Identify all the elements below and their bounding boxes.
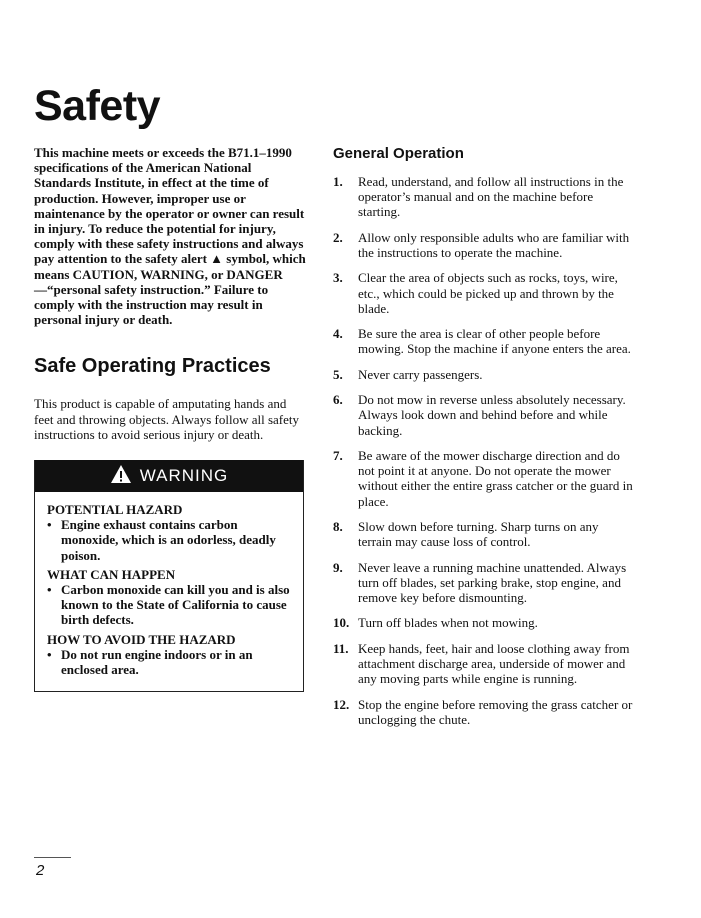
list-item: 5. Never carry passengers.	[333, 366, 483, 382]
list-item: 7. Be aware of the mower discharge direction and do not point it at anyone. Do not operate the mower without either the entire grass catcher or the guard in place.	[333, 447, 633, 509]
how-to-avoid-heading: HOW TO AVOID THE HAZARD	[47, 631, 236, 647]
warning-box	[34, 460, 304, 692]
general-operation-list	[333, 174, 633, 727]
bullet-icon: •	[47, 582, 52, 598]
bullet-icon: •	[47, 517, 52, 533]
warning-label: WARNING	[139, 466, 229, 486]
list-item: 4. Be sure the area is clear of other people before mowing. Stop the machine if anyone enters the area.	[333, 326, 631, 357]
potential-hazard-item: • Engine exhaust contains carbon monoxide, which is an odorless, deadly poison.	[47, 517, 276, 563]
warning-body	[35, 492, 303, 691]
safe-operating-text: This product is capable of amputating hands and feet and throwing objects. Always follow all safety instructions to avoid serious injury or death.	[34, 396, 299, 442]
list-item: 10. Turn off blades when not mowing.	[333, 615, 538, 631]
list-item: 1. Read, understand, and follow all instructions in the operator’s manual and on the machine before starting.	[333, 174, 624, 220]
warning-header	[35, 460, 303, 492]
list-item: 3. Clear the area of objects such as rocks, toys, wire, etc., which could be picked up and thrown by the blade.	[333, 270, 618, 316]
bullet-icon: •	[47, 646, 52, 662]
what-can-happen-heading: WHAT CAN HAPPEN	[47, 566, 176, 582]
general-operation-heading: General Operation	[333, 145, 464, 162]
left-column	[34, 145, 306, 692]
page-title: Safety	[34, 82, 161, 130]
list-item: 9. Never leave a running machine unattended. Always turn off blades, set parking brake, stop engine, and remove key before dismounting.	[333, 559, 627, 605]
list-item: 6. Do not mow in reverse unless absolutely necessary. Always look down and behind before and while backing.	[333, 392, 626, 438]
page-number: 2	[36, 862, 45, 879]
safety-alert-triangle-icon	[110, 464, 132, 489]
right-column	[333, 145, 633, 737]
how-to-avoid-item: • Do not run engine indoors or in an enclosed area.	[47, 646, 253, 678]
intro-paragraph: This machine meets or exceeds the B71.1–1990 specifications of the American National Standards Institute, in effect at the time of production. However, improper use or maintenance by the operator or owner can result in injury. To reduce the potential for injury, comply with these safety instructions and always pay attention to the safety alert ▲ symbol, which means CAUTION, WARNING, or DANGER—“personal safety instruction.” Failure to comply with the instruction may result in personal injury or death.	[34, 145, 306, 328]
list-item: 11. Keep hands, feet, hair and loose clothing away from attachment discharge area, underside of mower and any moving parts while engine is running.	[333, 640, 630, 687]
list-item: 2. Allow only responsible adults who are familiar with the instructions to operate the machine.	[333, 229, 630, 260]
potential-hazard-heading: POTENTIAL HAZARD	[47, 502, 183, 518]
safe-operating-heading: Safe Operating Practices	[34, 355, 271, 378]
list-item: 8. Slow down before turning. Sharp turns on any terrain may cause loss of control.	[333, 518, 599, 550]
what-can-happen-item: • Carbon monoxide can kill you and is also known to the State of California to cause birth defects.	[47, 582, 290, 628]
list-item: 12. Stop the engine before removing the grass catcher or unclogging the chute.	[333, 696, 633, 727]
page-number-rule	[34, 857, 71, 858]
